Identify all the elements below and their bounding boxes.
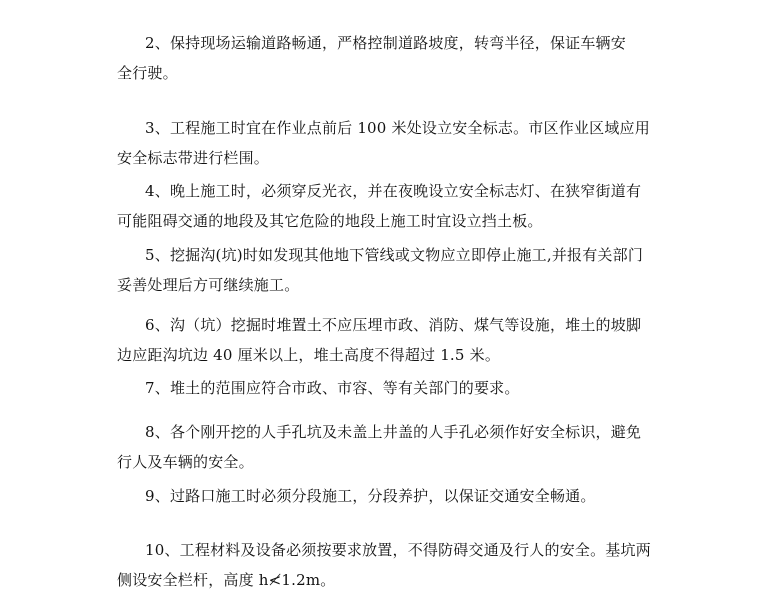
paragraph-10 xyxy=(117,535,707,595)
paragraph-2 xyxy=(117,28,707,88)
paragraph-line: 2、保持现场运输道路畅通，严格控制道路坡度，转弯半径，保证车辆安 xyxy=(145,34,626,52)
paragraph-4 xyxy=(117,176,707,236)
paragraph-line: 5、挖掘沟(坑)时如发现其他地下管线或文物应立即停止施工,并报有关部门 xyxy=(145,246,644,264)
paragraph-5 xyxy=(117,240,707,300)
paragraph-line: 侧设安全栏杆，高度 h≮1.2m。 xyxy=(117,571,336,589)
paragraph-line: 可能阻碍交通的地段及其它危险的地段上施工时宜设立挡土板。 xyxy=(117,212,543,230)
paragraph-line: 全行驶。 xyxy=(117,64,178,82)
paragraph-line: 安全标志带进行栏围。 xyxy=(117,149,270,167)
paragraph-line: 6、沟（坑）挖掘时堆置土不应压埋市政、消防、煤气等设施，堆土的坡脚 xyxy=(145,316,642,334)
paragraph-3 xyxy=(117,113,707,173)
paragraph-line: 边应距沟坑边 40 厘米以上，堆土高度不得超过 1.5 米。 xyxy=(117,346,501,364)
paragraph-line: 行人及车辆的安全。 xyxy=(117,453,254,471)
paragraph-6 xyxy=(117,310,707,370)
paragraph-line: 7、堆土的范围应符合市政、市容、等有关部门的要求。 xyxy=(145,379,520,397)
paragraph-8 xyxy=(117,417,707,477)
paragraph-line: 3、工程施工时宜在作业点前后 100 米处设立安全标志。市区作业区域应用 xyxy=(145,119,650,137)
paragraph-line: 妥善处理后方可继续施工。 xyxy=(117,276,300,294)
paragraph-line: 9、过路口施工时必须分段施工，分段养护，以保证交通安全畅通。 xyxy=(145,487,596,505)
paragraph-9 xyxy=(117,481,707,511)
paragraph-line: 8、各个刚开挖的人手孔坑及未盖上井盖的人手孔必须作好安全标识，避免 xyxy=(145,423,642,441)
paragraph-line: 10、工程材料及设备必须按要求放置，不得防碍交通及行人的安全。基坑两 xyxy=(145,541,651,559)
paragraph-7 xyxy=(117,373,707,403)
paragraph-line: 4、晚上施工时，必须穿反光衣，并在夜晚设立安全标志灯、在狭窄街道有 xyxy=(145,182,642,200)
